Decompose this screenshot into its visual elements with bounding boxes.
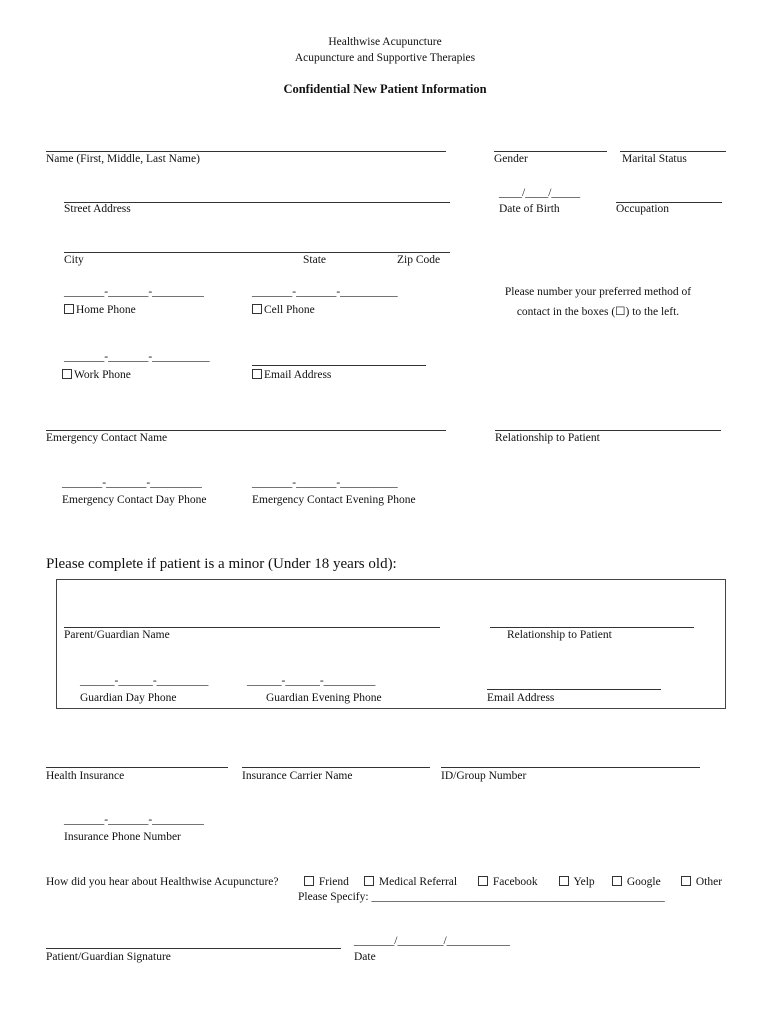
practice-name: Healthwise Acupuncture — [328, 36, 442, 48]
cell-phone-field[interactable]: _______-_______-__________ — [252, 286, 398, 298]
email-field[interactable] — [252, 365, 426, 366]
yelp-checkbox[interactable] — [559, 876, 569, 886]
yelp-label: Yelp — [573, 876, 595, 888]
emergency-contact-name-label: Emergency Contact Name — [46, 432, 168, 444]
date-of-birth-field[interactable]: ____/____/_____ — [499, 187, 581, 199]
id-group-number-label: ID/Group Number — [441, 770, 527, 782]
emergency-day-phone-label: Emergency Contact Day Phone — [62, 494, 207, 506]
state-label: State — [303, 254, 326, 266]
guardian-relationship-field[interactable] — [490, 627, 694, 628]
contact-note-line-1: Please number your preferred method of — [504, 286, 692, 298]
email-checkbox[interactable] — [252, 369, 262, 379]
guardian-name-label: Parent/Guardian Name — [64, 629, 170, 641]
referral-specify-field[interactable]: Please Specify: ___________________________________________________ — [298, 891, 665, 903]
facebook-label: Facebook — [492, 876, 538, 888]
emergency-evening-phone-field[interactable]: _______-_______-__________ — [252, 477, 398, 489]
facebook-checkbox[interactable] — [478, 876, 488, 886]
friend-checkbox[interactable] — [304, 876, 314, 886]
google-checkbox[interactable] — [612, 876, 622, 886]
signature-label: Patient/Guardian Signature — [46, 951, 171, 963]
work-phone-label-text: Work Phone — [74, 369, 131, 381]
other-checkbox[interactable] — [681, 876, 691, 886]
practice-subtitle: Acupuncture and Supportive Therapies — [294, 52, 476, 64]
form-title: Confidential New Patient Information — [283, 82, 487, 96]
emergency-contact-name-field[interactable] — [46, 430, 446, 431]
marital-status-label: Marital Status — [622, 153, 687, 165]
minor-section-heading: Please complete if patient is a minor (Under 18 years old): — [46, 556, 397, 572]
referral-option-facebook[interactable] — [478, 876, 538, 888]
insurance-carrier-field[interactable] — [242, 767, 430, 768]
work-phone-checkbox[interactable] — [62, 369, 72, 379]
guardian-email-label: Email Address — [487, 692, 555, 704]
emergency-relationship-label: Relationship to Patient — [495, 432, 600, 444]
signature-date-label: Date — [354, 951, 376, 963]
zip-code-label: Zip Code — [397, 254, 441, 266]
email-label — [252, 369, 331, 381]
health-insurance-label: Health Insurance — [46, 770, 125, 782]
occupation-label: Occupation — [616, 203, 670, 215]
gender-field[interactable] — [494, 151, 607, 152]
emergency-evening-phone-label: Emergency Contact Evening Phone — [252, 494, 416, 506]
guardian-day-phone-label: Guardian Day Phone — [80, 692, 177, 704]
medical-referral-label: Medical Referral — [378, 876, 458, 888]
home-phone-field[interactable]: _______-_______-_________ — [64, 286, 204, 298]
city-label: City — [64, 254, 84, 266]
google-label: Google — [626, 876, 661, 888]
referral-option-friend[interactable] — [304, 876, 349, 888]
home-phone-checkbox[interactable] — [64, 304, 74, 314]
referral-option-medical[interactable] — [364, 876, 457, 888]
name-label: Name (First, Middle, Last Name) — [46, 153, 200, 165]
home-phone-label-text: Home Phone — [76, 304, 136, 316]
insurance-phone-field[interactable]: _______-_______-_________ — [64, 814, 204, 826]
cell-phone-label-text: Cell Phone — [264, 304, 315, 316]
email-label-text: Email Address — [264, 369, 332, 381]
work-phone-field[interactable]: _______-_______-__________ — [64, 351, 210, 363]
work-phone-label — [62, 369, 131, 381]
medical-referral-checkbox[interactable] — [364, 876, 374, 886]
marital-status-field[interactable] — [620, 151, 726, 152]
street-address-label: Street Address — [64, 203, 131, 215]
city-state-zip-field[interactable] — [64, 252, 450, 253]
contact-note-line-2: contact in the boxes (☐) to the left. — [516, 306, 680, 318]
cell-phone-label — [252, 304, 315, 316]
name-field[interactable] — [46, 151, 446, 152]
guardian-name-field[interactable] — [64, 627, 440, 628]
gender-label: Gender — [494, 153, 528, 165]
other-label: Other — [695, 876, 723, 888]
guardian-evening-phone-label: Guardian Evening Phone — [266, 692, 382, 704]
friend-label: Friend — [318, 876, 349, 888]
signature-field[interactable] — [46, 948, 341, 949]
guardian-day-phone-field[interactable]: ______-______-_________ — [80, 675, 209, 687]
referral-question: How did you hear about Healthwise Acupuncture? — [46, 876, 279, 888]
date-of-birth-label: Date of Birth — [499, 203, 560, 215]
referral-option-other[interactable] — [681, 876, 722, 888]
guardian-relationship-label: Relationship to Patient — [507, 629, 612, 641]
referral-option-yelp[interactable] — [559, 876, 595, 888]
id-group-number-field[interactable] — [441, 767, 700, 768]
home-phone-label — [64, 304, 136, 316]
guardian-email-field[interactable] — [487, 689, 661, 690]
emergency-relationship-field[interactable] — [495, 430, 721, 431]
health-insurance-field[interactable] — [46, 767, 228, 768]
cell-phone-checkbox[interactable] — [252, 304, 262, 314]
emergency-day-phone-field[interactable]: _______-_______-_________ — [62, 477, 202, 489]
signature-date-field[interactable]: _______/________/___________ — [354, 935, 510, 947]
insurance-phone-label: Insurance Phone Number — [64, 831, 181, 843]
guardian-evening-phone-field[interactable]: ______-______-_________ — [247, 675, 376, 687]
insurance-carrier-label: Insurance Carrier Name — [242, 770, 353, 782]
referral-option-google[interactable] — [612, 876, 661, 888]
